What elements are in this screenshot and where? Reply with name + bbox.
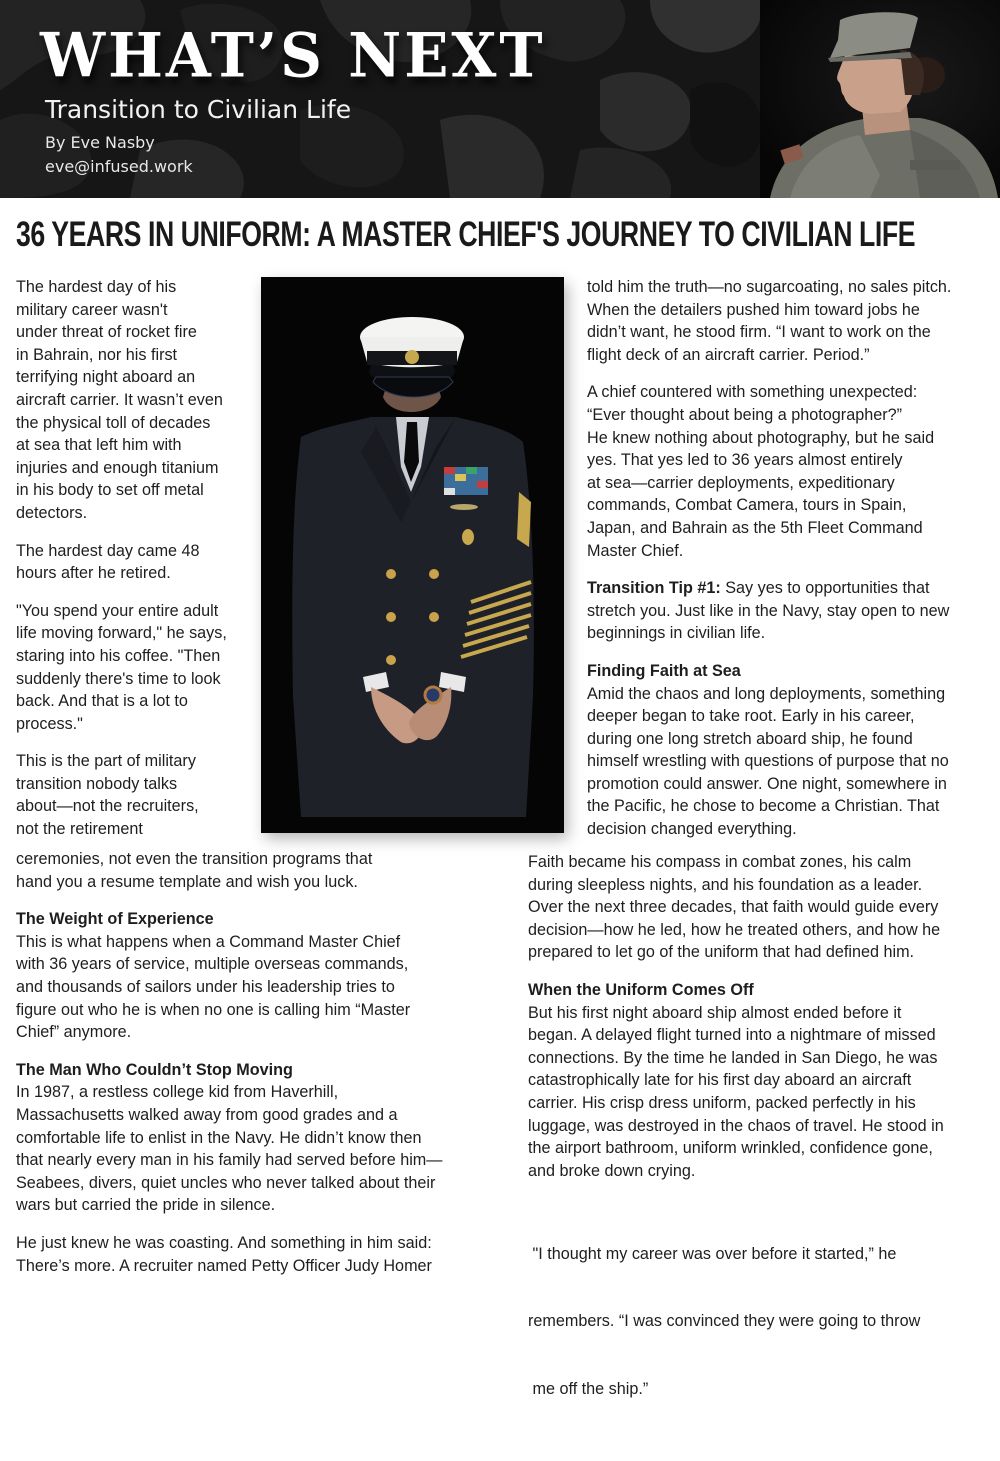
master-chief-photo <box>261 277 564 833</box>
photographer-paragraph: A chief countered with something unexpected: “Ever thought about being a photographer?” He knew nothing about photography, but he said yes. That yes led to 36 years almost entirely at sea—carrier deployments, expeditionary commands, Combat Camera, tours in Spain, Japan, and Bahrain as the 5th Fleet Command Master Chief. <box>587 383 935 560</box>
author-byline: By Eve Nasby <box>45 133 155 152</box>
article-headline: 36 YEARS IN UNIFORM: A MASTER CHIEF'S JOURNEY TO CIVILIAN LIFE <box>16 214 916 255</box>
intro-paragraph: The hardest day of his military career wasn't under threat of rocket fire in Bahrain, nor his first terrifying night aboard an aircraft carrier. It wasn’t even the physical toll of decades at sea that left him with injuries and enough titanium in his body to set off metal detectors. <box>16 278 223 522</box>
banner-title: WHAT’S NEXT <box>40 19 546 92</box>
section-uniform-comes-off: When the Uniform Comes Off But his first night aboard ship almost ended before it began. A delayed flight turned into a nightmare of missed connections. By the time he landed in San Diego, he was catastrophically late for his first day aboard an aircraft carrier. His crisp dress uniform, packed perfectly in his luggage, was destroyed in the chaos of travel. He stood in the airport bathroom, uniform wrinkled, confidence gone, and broke down crying. <box>528 979 988 1182</box>
hardest-day-paragraph: The hardest day came 48 hours after he retired. <box>16 541 200 583</box>
transition-paragraph-continued: ceremonies, not even the transition programs that hand you a resume template and wish you luck. <box>16 850 373 891</box>
master-chief-image <box>261 277 564 833</box>
quote-paragraph: "You spend your entire adult life moving forward," he says, staring into his coffee. "Then suddenly there's time to look back. And that is a lot to process." <box>16 601 227 733</box>
section-finding-faith: Finding Faith at Sea Amid the chaos and long deployments, something deeper began to take root. Early in his career, during one long stretch aboard ship, he found himself wrestling with questions of purpose that no promotion could answer. One night, somewhere in the Pacific, he chose to become a Christian. That decision changed everything. <box>587 660 987 841</box>
section-man-who-couldnt-stop: The Man Who Couldn’t Stop Moving In 1987, a restless college kid from Haverhill, Massachusetts walked away from good grades and a comfortable life to enlist in the Navy. He didn’t know then that nearly every man in his family had served before him— Seabees, divers, quiet uncles who never talked about their wars but carried the pride in silence. <box>16 1059 496 1217</box>
left-wide-column <box>16 848 496 1292</box>
soldier-portrait-image <box>760 0 1000 198</box>
section-heading: When the Uniform Comes Off <box>528 980 754 999</box>
transition-tip: Transition Tip #1: Say yes to opportunities that stretch you. Just like in the Navy, stay open to new beginnings in civilian life. <box>587 579 950 643</box>
tip-label: Transition Tip #1: <box>587 579 721 598</box>
right-wide-column <box>528 851 988 1461</box>
right-narrow-column <box>587 276 987 841</box>
banner-subtitle: Transition to Civilian Life <box>45 95 352 124</box>
coasting-paragraph: He just knew he was coasting. And something in him said: There’s more. A recruiter named Petty Officer Judy Homer <box>16 1233 432 1275</box>
truth-paragraph: told him the truth—no sugarcoating, no sales pitch. When the detailers pushed him toward jobs he didn’t want, he stood firm. “I want to work on the flight deck of an aircraft carrier. Period.” <box>587 278 952 364</box>
transition-paragraph: This is the part of military transition nobody talks about—not the recruiters, not the retirement <box>16 752 199 839</box>
section-heading: The Weight of Experience <box>16 910 214 929</box>
section-heading: The Man Who Couldn’t Stop Moving <box>16 1060 293 1079</box>
section-heading: Finding Faith at Sea <box>587 661 741 680</box>
section-weight-of-experience: The Weight of Experience This is what happens when a Command Master Chief with 36 years of service, multiple overseas commands, and thousands of sailors under his leadership tries to figure out who he is when no one is calling him “Master Chief” anymore. <box>16 908 496 1044</box>
career-over-quote: "I thought my career was over before it started,” he remembers. “I was convinced they were going to throw me off the ship.” <box>528 1244 921 1399</box>
left-narrow-column <box>16 276 256 856</box>
faith-compass-paragraph: Faith became his compass in combat zones, his calm during sleepless nights, and his foundation as a leader. Over the next three decades, that faith would guide every decision—how he led, how he treated others, and how he prepared to let go of the uniform that had defined him. <box>528 853 941 962</box>
header-banner <box>0 0 1000 198</box>
author-email-link[interactable]: eve@infused.work <box>45 157 193 176</box>
